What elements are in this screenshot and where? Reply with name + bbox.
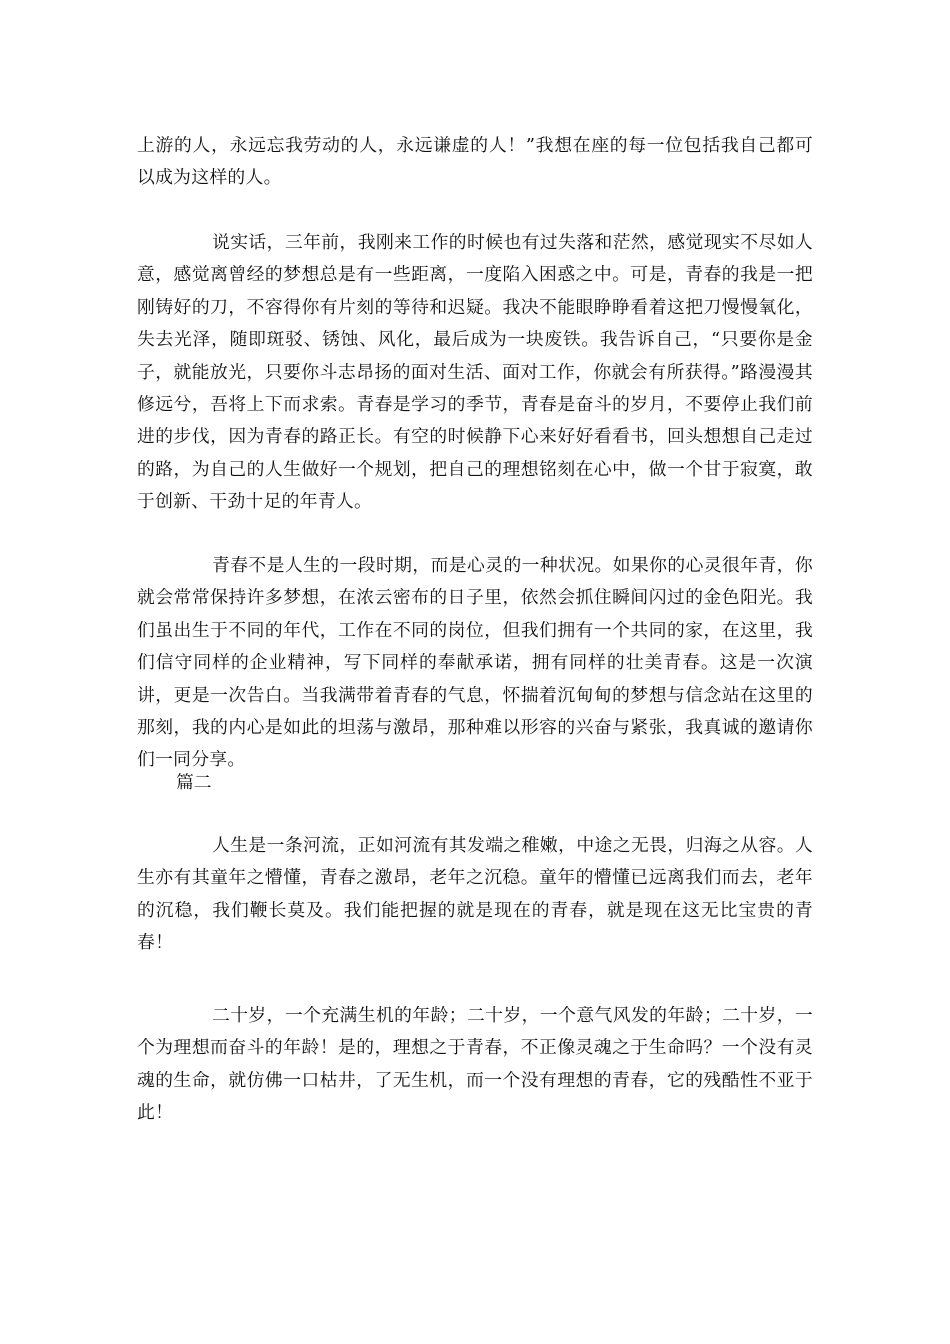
paragraph-youth-sword: 说实话，三年前，我刚来工作的时候也有过失落和茫然，感觉现实不尽如人意，感觉离曾经的梦想总是有一些距离，一度陷入困惑之中。可是，青春的我是一把刚铸好的刀，不容得你有片刻的等待和迟疑。我决不能眼睁睁看着这把刀慢慢氧化，失去光泽，随即斑驳、锈蚀、风化，最后成为一块废铁。我告诉自己，“只要你是金子，就能放光，只要你斗志昂扬的面对生活、面对工作，你就会有所获得。”路漫漫其修远兮，吾将上下而求索。青春是学习的季节，青春是奋斗的岁月，不要停止我们前进的步伐，因为青春的路正长。有空的时候静下心来好好看看书，回头想想自己走过的路，为自己的人生做好一个规划，把自己的理想铭刻在心中，做一个甘于寂寞，敢于创新、干劲十足的年青人。 — [137, 232, 813, 513]
paragraph-twenty-years: 二十岁，一个充满生机的年龄；二十岁，一个意气风发的年龄；二十岁，一个为理想而奋斗的年龄！是的，理想之于青春，不正像灵魂之于生命吗？一个没有灵魂的生命，就仿佛一口枯井，了无生机，而一个没有理想的青春，它的残酷性不亚于此！ — [137, 1005, 813, 1124]
paragraph-life-river: 人生是一条河流，正如河流有其发端之稚嫩，中途之无畏，归海之从容。人生亦有其童年之懵懂，青春之激昂，老年之沉稳。童年的懵懂已远离我们而去，老年的沉稳，我们鞭长莫及。我们能把握的就是现在的青春，就是现在这无比宝贵的青春！ — [137, 835, 813, 954]
paragraph-continuation: 上游的人，永远忘我劳动的人，永远谦虚的人！”我想在座的每一位包括我自己都可以成为这样的人。 — [137, 135, 813, 189]
section-heading: 篇二 — [176, 772, 212, 793]
paragraph-youth-state: 青春不是人生的一段时期，而是心灵的一种状况。如果你的心灵很年青，你就会常常保持许多梦想，在浓云密布的日子里，依然会抓住瞬间闪过的金色阳光。我们虽出生于不同的年代，工作在不同的岗位，但我们拥有一个共同的家，在这里，我们信守同样的企业精神，写下同样的奉献承诺，拥有同样的壮美青春。这是一次演讲，更是一次告白。当我满带着青春的气息，怀揣着沉甸甸的梦想与信念站在这里的那刻，我的内心是如此的坦荡与激昂，那种难以形容的兴奋与紧张，我真诚的邀请你们一同分享。 — [137, 555, 813, 771]
